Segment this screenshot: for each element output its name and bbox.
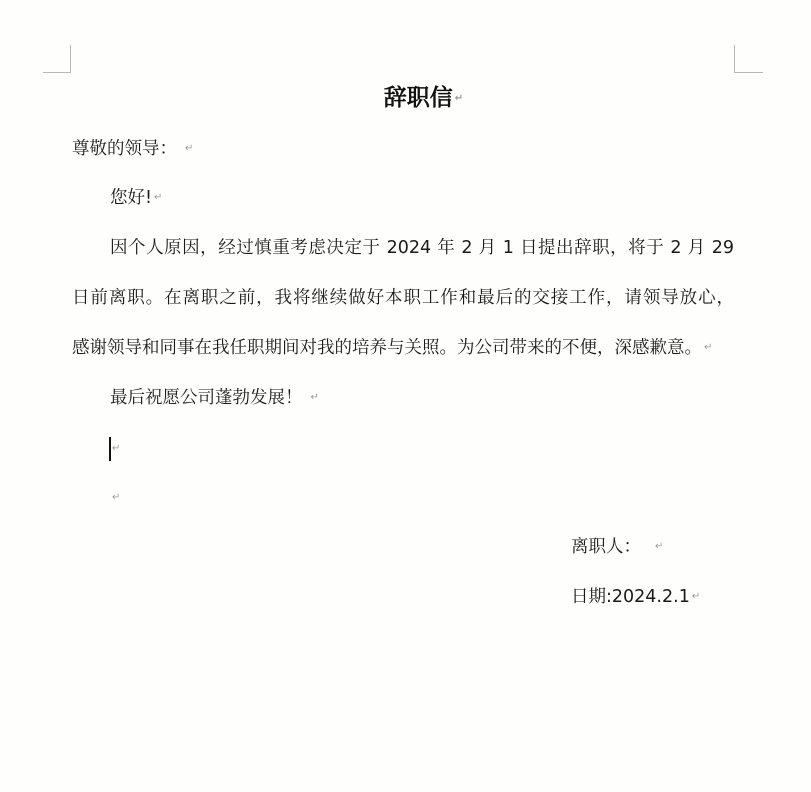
greeting-text: 您好! bbox=[110, 188, 153, 208]
title-text: 辞职信 bbox=[383, 85, 453, 111]
signature-paragraph[interactable] bbox=[571, 535, 663, 559]
page-corner-mark-top-right bbox=[734, 45, 763, 73]
page-corner-mark-top-left bbox=[43, 45, 71, 73]
paragraph-mark-icon: ↵ bbox=[704, 342, 713, 353]
salutation-text: 尊敬的领导： bbox=[72, 139, 177, 159]
body-line-2[interactable] bbox=[72, 286, 734, 310]
paragraph-mark-icon: ↵ bbox=[691, 591, 701, 602]
document-title[interactable] bbox=[0, 84, 811, 113]
paragraph-mark-icon: ↵ bbox=[454, 92, 464, 104]
paragraph-mark-icon: ↵ bbox=[112, 492, 121, 503]
paragraph-mark-icon: ↵ bbox=[112, 443, 121, 454]
paragraph-mark-icon: ↵ bbox=[154, 192, 163, 203]
closing-text: 最后祝愿公司蓬勃发展！ bbox=[110, 388, 303, 408]
date-paragraph[interactable] bbox=[571, 585, 700, 609]
paragraph-mark-icon: ↵ bbox=[185, 143, 194, 154]
date-label: 日期:2024.2.1 bbox=[571, 587, 690, 607]
body-line-1[interactable] bbox=[110, 236, 734, 260]
closing-paragraph[interactable] bbox=[110, 386, 319, 410]
paragraph-mark-icon: ↵ bbox=[310, 392, 319, 403]
empty-paragraph-1[interactable] bbox=[110, 437, 120, 461]
signature-label: 离职人： bbox=[571, 537, 641, 557]
greeting-paragraph[interactable] bbox=[110, 186, 162, 210]
body-text: 日前离职。在离职之前，我将继续做好本职工作和最后的交接工作，请领导放心， bbox=[72, 288, 734, 308]
body-line-3[interactable] bbox=[72, 336, 712, 360]
empty-paragraph-2[interactable] bbox=[110, 486, 120, 510]
body-text: 感谢领导和同事在我任职期间对我的培养与关照。为公司带来的不便，深感歉意。 bbox=[72, 338, 702, 358]
paragraph-mark-icon: ↵ bbox=[655, 541, 664, 552]
body-text: 因个人原因，经过慎重考虑决定于 2024 年 2 月 1 日提出辞职，将于 2 月 29 bbox=[110, 238, 734, 258]
salutation-paragraph[interactable] bbox=[72, 137, 193, 161]
